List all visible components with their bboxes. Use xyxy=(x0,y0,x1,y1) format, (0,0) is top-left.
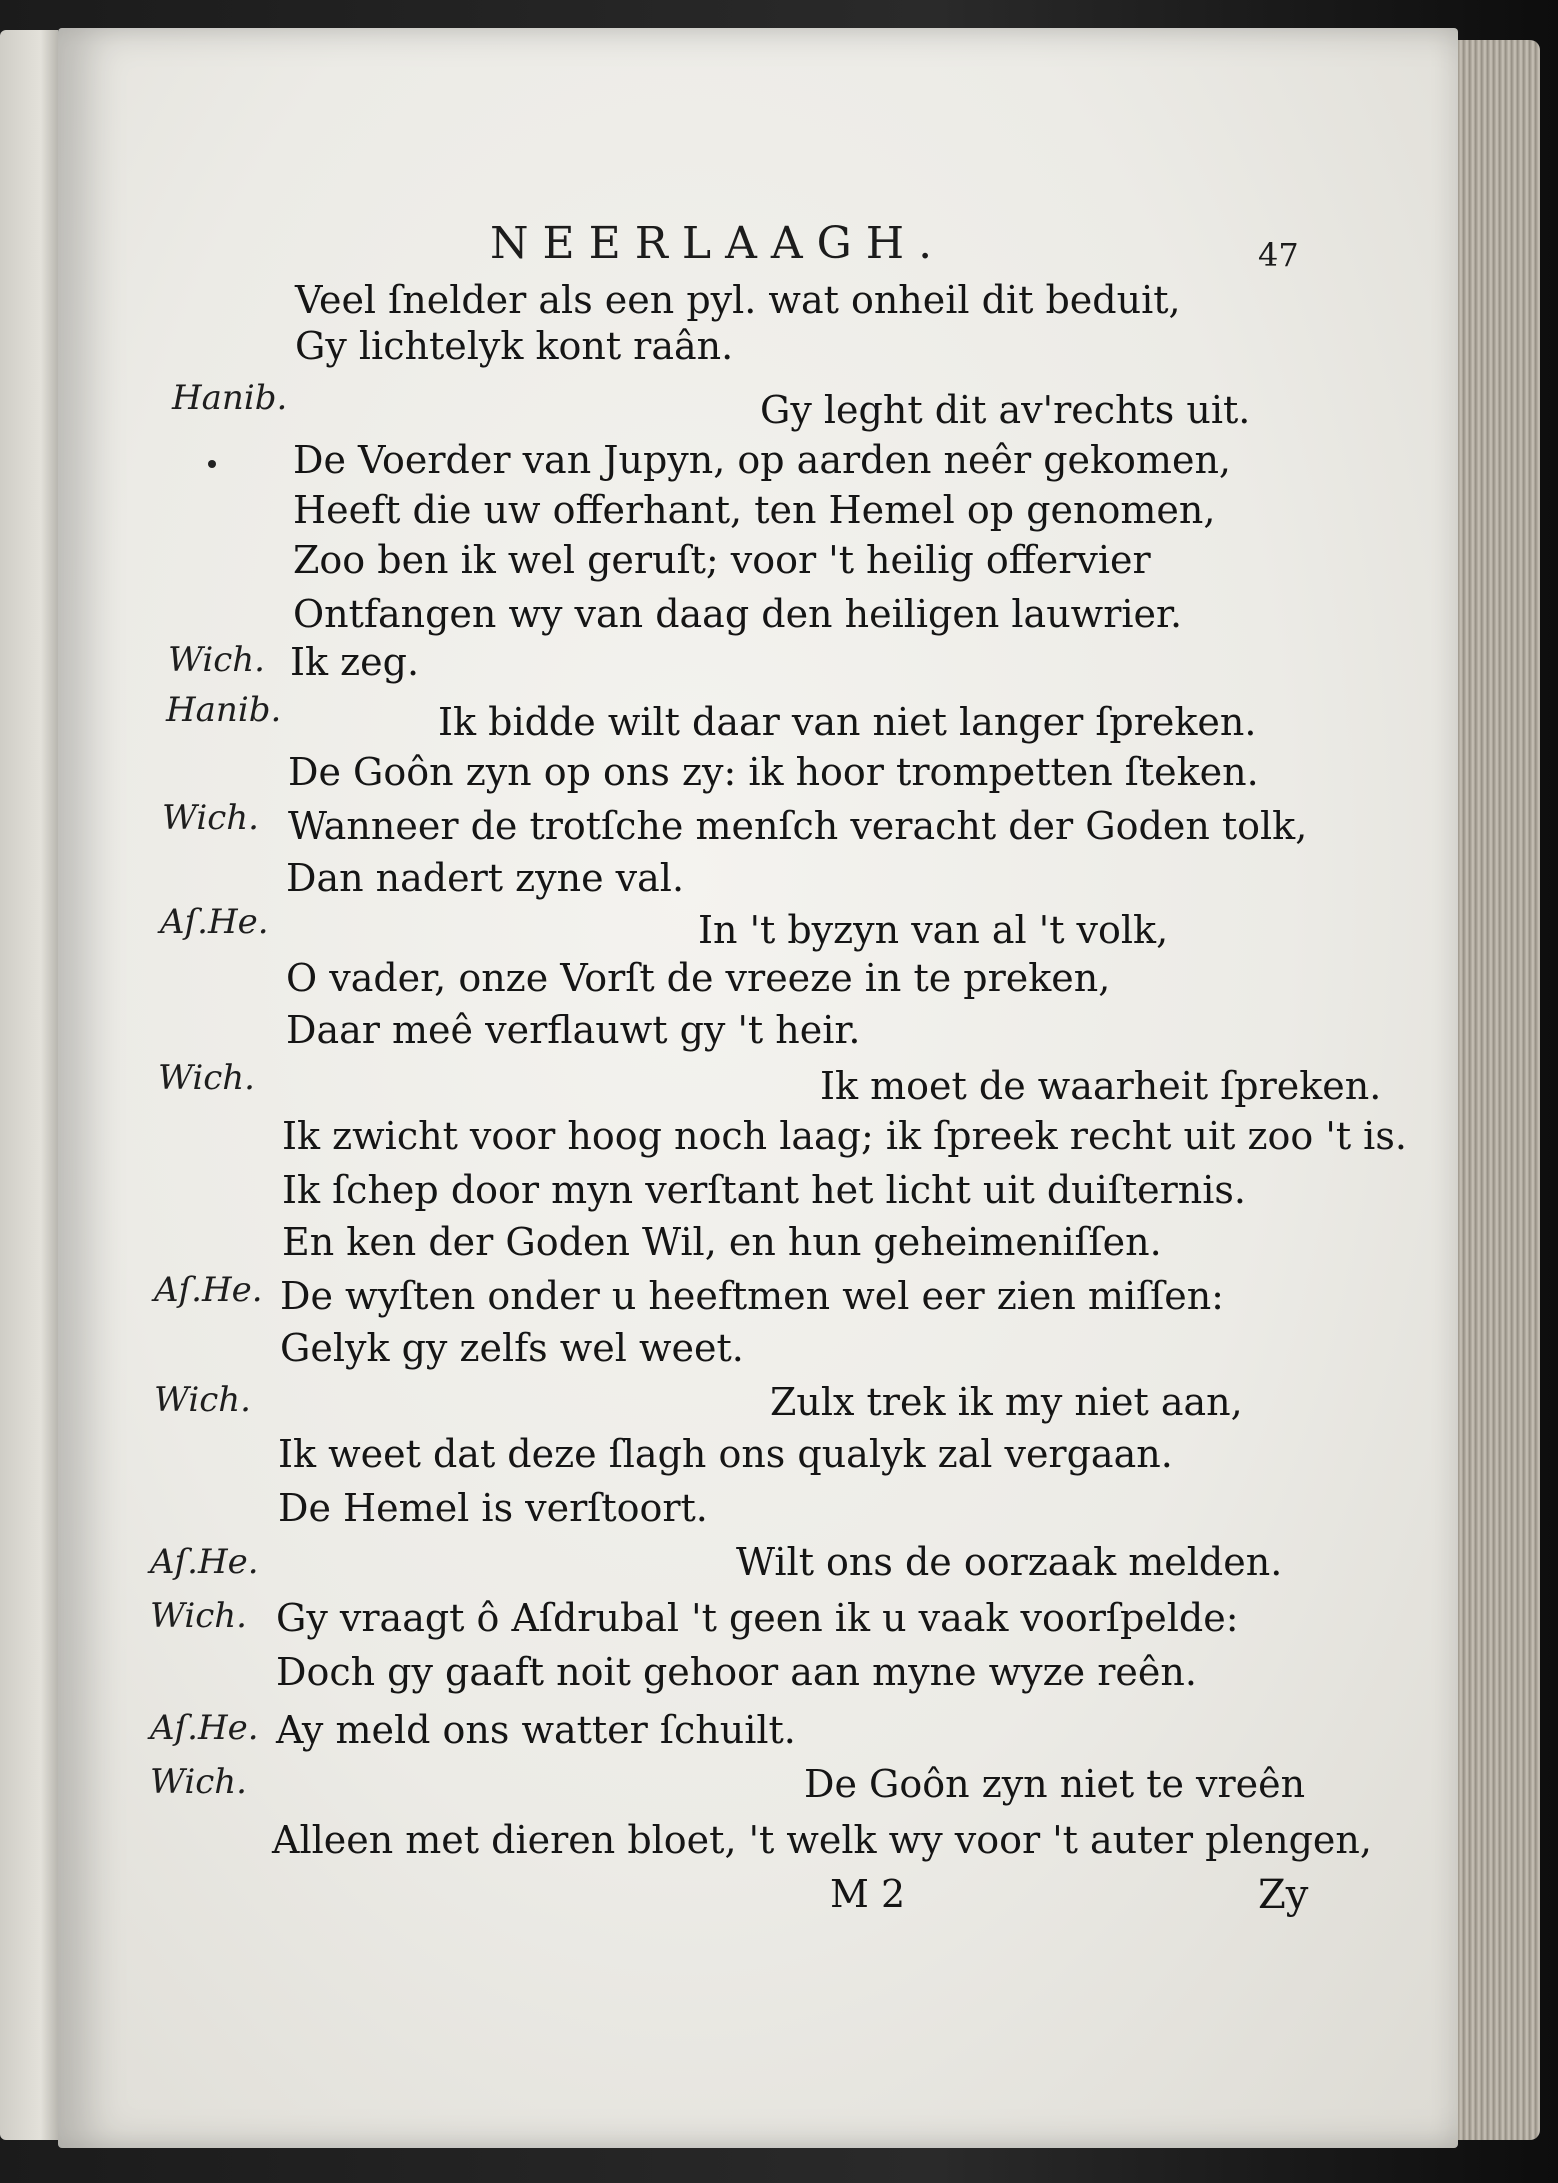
verse-line: Dan nadert zyne val. xyxy=(286,856,685,900)
verse-line: Ik zeg. xyxy=(290,640,420,684)
verse-line: Zulx trek ik my niet aan, xyxy=(770,1380,1243,1424)
speaker-label: Wich. xyxy=(150,1762,247,1802)
verse-line: De Goôn zyn op ons zy: ik hoor trompetten ſteken. xyxy=(288,750,1259,794)
speaker-label: Aſ.He. xyxy=(160,902,269,942)
left-page-edge xyxy=(0,30,58,2140)
catchword: Zy xyxy=(1258,1872,1309,1918)
speaker-label: Aſ.He. xyxy=(154,1270,263,1310)
speaker-label: Aſ.He. xyxy=(150,1708,259,1748)
verse-line: De Goôn zyn niet te vreên xyxy=(804,1762,1306,1806)
verse-line: Gy leght dit av'rechts uit. xyxy=(760,388,1251,432)
speaker-label: Hanib. xyxy=(166,690,282,730)
verse-line: In 't byzyn van al 't volk, xyxy=(698,908,1169,952)
margin-dot xyxy=(208,460,216,468)
verse-line: De Hemel is verſtoort. xyxy=(278,1486,708,1530)
verse-line: Wanneer de trotſche menſch veracht der Goden tolk, xyxy=(288,804,1308,848)
speaker-label: Hanib. xyxy=(172,378,288,418)
speaker-label: Aſ.He. xyxy=(150,1542,259,1582)
speaker-label: Wich. xyxy=(162,798,259,838)
verse-line: Alleen met dieren bloet, 't welk wy voor 't auter plengen, xyxy=(272,1818,1372,1862)
speaker-label: Wich. xyxy=(150,1596,247,1636)
verse-line: Ontfangen wy van daag den heiligen lauwrier. xyxy=(293,592,1183,636)
verse-line: Ik bidde wilt daar van niet langer ſpreken. xyxy=(438,700,1257,744)
verse-line: Wilt ons de oorzaak melden. xyxy=(736,1540,1283,1584)
verse-line: Gy vraagt ô Aſdrubal 't geen ik u vaak voorſpelde: xyxy=(276,1596,1239,1640)
speaker-label: Wich. xyxy=(158,1058,255,1098)
verse-line: Daar meê verflauwt gy 't heir. xyxy=(286,1008,861,1052)
verse-line: Doch gy gaaft noit gehoor aan myne wyze reên. xyxy=(276,1650,1197,1694)
running-title: NEERLAAGH. xyxy=(490,218,947,269)
verse-line: Ik moet de waarheit ſpreken. xyxy=(820,1064,1382,1108)
verse-line: De Voerder van Jupyn, op aarden neêr gekomen, xyxy=(293,438,1231,482)
verse-line: En ken der Goden Wil, en hun geheimeniſſen. xyxy=(282,1220,1162,1264)
verse-line: Gelyk gy zelfs wel weet. xyxy=(280,1326,744,1370)
verse-line: Zoo ben ik wel geruſt; voor 't heilig offervier xyxy=(293,538,1151,582)
speaker-label: Wich. xyxy=(154,1380,251,1420)
verse-line: Veel ſnelder als een pyl. wat onheil dit beduit, xyxy=(295,278,1181,322)
signature-mark: M 2 xyxy=(830,1872,906,1916)
verse-line: Ik weet dat deze ſlagh ons qualyk zal vergaan. xyxy=(278,1432,1173,1476)
speaker-label: Wich. xyxy=(168,640,265,680)
verse-line: Ik ſchep door myn verſtant het licht uit duiſternis. xyxy=(282,1168,1246,1212)
verse-line: Gy lichtelyk kont raân. xyxy=(295,324,734,368)
verse-line: Heeft die uw offerhant, ten Hemel op genomen, xyxy=(293,488,1216,532)
verse-line: Ay meld ons watter ſchuilt. xyxy=(276,1708,796,1752)
verse-line: Ik zwicht voor hoog noch laag; ik ſpreek recht uit zoo 't is. xyxy=(282,1114,1407,1158)
verse-line: O vader, onze Vorſt de vreeze in te preken, xyxy=(286,956,1111,1000)
page-number: 47 xyxy=(1258,236,1299,274)
verse-line: De wyſten onder u heeftmen wel eer zien miſſen: xyxy=(280,1274,1224,1318)
